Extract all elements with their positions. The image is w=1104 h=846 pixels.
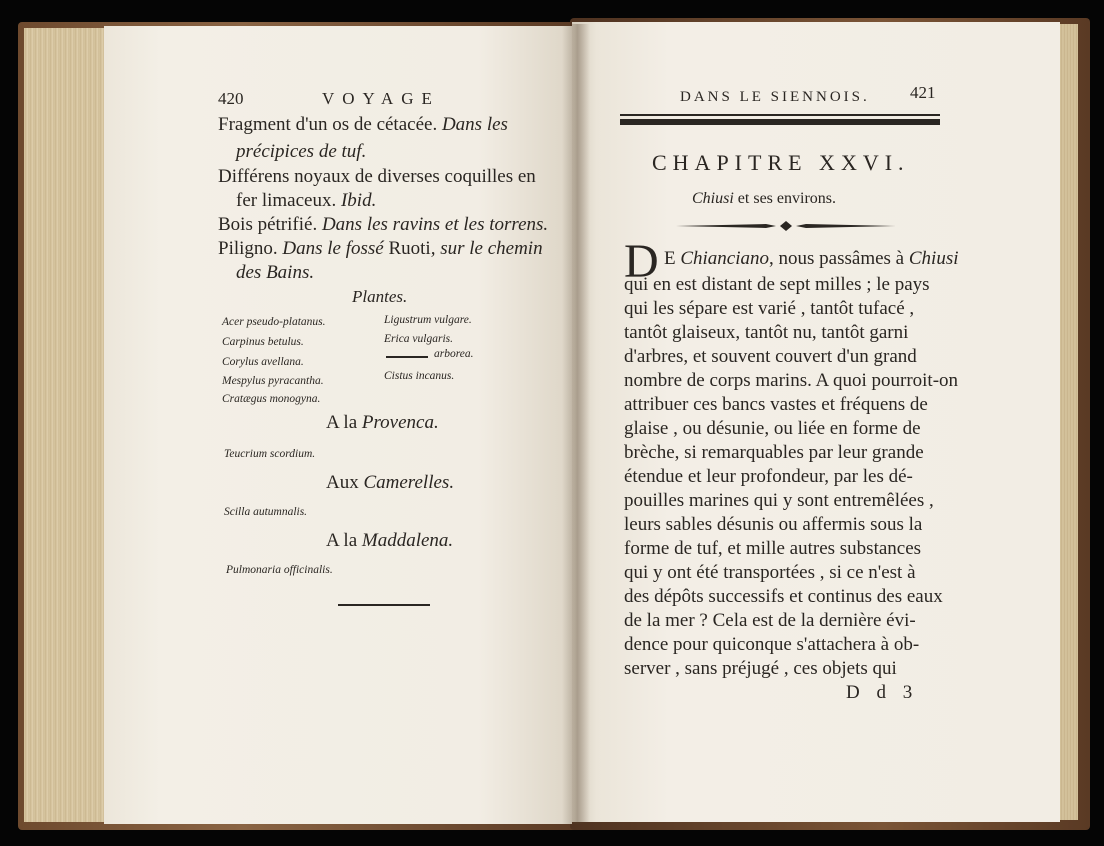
body-line: étendue et leur profondeur, par les dé- bbox=[624, 466, 913, 487]
left-page-number: 420 bbox=[218, 89, 244, 108]
plant-right-2: Erica vulgaris. bbox=[384, 333, 453, 345]
ornament-left-taper bbox=[676, 224, 776, 228]
body-line: attribuer ces bancs vastes et fréquens de bbox=[624, 394, 928, 415]
section-provenca-heading: A la Provenca. bbox=[326, 412, 439, 433]
plant-right-4: Cistus incanus. bbox=[384, 370, 455, 382]
left-end-rule bbox=[338, 604, 430, 606]
ditto-dash bbox=[386, 356, 428, 358]
plant-left-5: Cratægus monogyna. bbox=[222, 393, 321, 405]
left-line-7: des Bains. bbox=[236, 262, 315, 283]
right-page-number: 421 bbox=[910, 83, 936, 102]
left-line-3: Différens noyaux de diverses coquilles en bbox=[218, 166, 536, 187]
chapter-title: CHAPITRE XXVI. bbox=[652, 150, 910, 175]
body-line: dence pour quiconque s'attachera à ob- bbox=[624, 634, 920, 655]
left-line-4: fer limaceux. Ibid. bbox=[236, 190, 377, 211]
chapter-subtitle: Chiusi et ses environs. bbox=[692, 190, 836, 207]
body-line: de la mer ? Cela est de la dernière évi- bbox=[624, 610, 916, 631]
left-line-6: Piligno. Dans le fossé Ruoti, sur le chemin bbox=[218, 238, 543, 259]
page-edges-right bbox=[1060, 24, 1078, 820]
ornament-rule bbox=[676, 220, 896, 232]
plant-pulmonaria: Pulmonaria officinalis. bbox=[226, 564, 333, 576]
body-line: qui en est distant de sept milles ; le pays bbox=[624, 274, 930, 295]
plant-teucrium: Teucrium scordium. bbox=[224, 448, 316, 460]
body-line: forme de tuf, et mille autres substances bbox=[624, 538, 922, 559]
body-line: tantôt glaiseux, tantôt nu, tantôt garni bbox=[624, 322, 909, 343]
plant-scilla: Scilla autumnalis. bbox=[224, 506, 308, 518]
body-line: server , sans préjugé , ces objets qui bbox=[624, 658, 897, 679]
plant-left-2: Carpinus betulus. bbox=[222, 336, 304, 348]
header-rule-thin bbox=[620, 114, 940, 116]
body-line: glaise , ou désunie, ou liée en forme de bbox=[624, 418, 921, 439]
body-first-line: E Chianciano, nous passâmes à Chiusi bbox=[664, 248, 959, 269]
body-line: des dépôts successifs et continus des eaux bbox=[624, 586, 943, 607]
plant-left-4: Mespylus pyracantha. bbox=[222, 375, 324, 387]
body-line: qui les sépare est varié , tantôt tufacé , bbox=[624, 298, 915, 319]
body-line: pouilles marines qui y sont entremêlées , bbox=[624, 490, 934, 511]
ornament-diamond bbox=[780, 221, 792, 231]
plant-left-3: Corylus avellana. bbox=[222, 356, 304, 368]
body-line: qui y ont été transportées , si ce n'est à bbox=[624, 562, 916, 583]
plants-heading: Plantes. bbox=[352, 287, 408, 306]
signature-mark: D d 3 bbox=[846, 682, 919, 703]
body-line: d'arbres, et souvent couvert d'un grand bbox=[624, 346, 917, 367]
plant-left-1: Acer pseudo-platanus. bbox=[222, 316, 326, 328]
book-gutter bbox=[562, 24, 590, 824]
left-line-2: précipices de tuf. bbox=[236, 141, 367, 162]
body-line: leurs sables désunis ou affermis sous la bbox=[624, 514, 923, 535]
section-camerelles-heading: Aux Camerelles. bbox=[326, 472, 455, 493]
plant-right-3: arborea. bbox=[434, 348, 474, 360]
body-line: brèche, si remarquables par leur grande bbox=[624, 442, 924, 463]
left-running-head: VOYAGE bbox=[322, 89, 440, 108]
left-line-1: Fragment d'un os de cétacée. Dans les bbox=[218, 114, 508, 135]
drop-cap: D bbox=[624, 235, 659, 288]
left-line-5: Bois pétrifié. Dans les ravins et les torrens. bbox=[218, 214, 549, 235]
plant-right-1: Ligustrum vulgare. bbox=[384, 314, 472, 326]
right-running-head: DANS LE SIENNOIS. bbox=[680, 89, 870, 105]
section-maddalena-heading: A la Maddalena. bbox=[326, 530, 454, 551]
page-edges-left bbox=[24, 28, 110, 822]
body-line: nombre de corps marins. A quoi pourroit-on bbox=[624, 370, 959, 391]
header-rule-thick bbox=[620, 119, 940, 125]
ornament-right-taper bbox=[796, 224, 896, 228]
